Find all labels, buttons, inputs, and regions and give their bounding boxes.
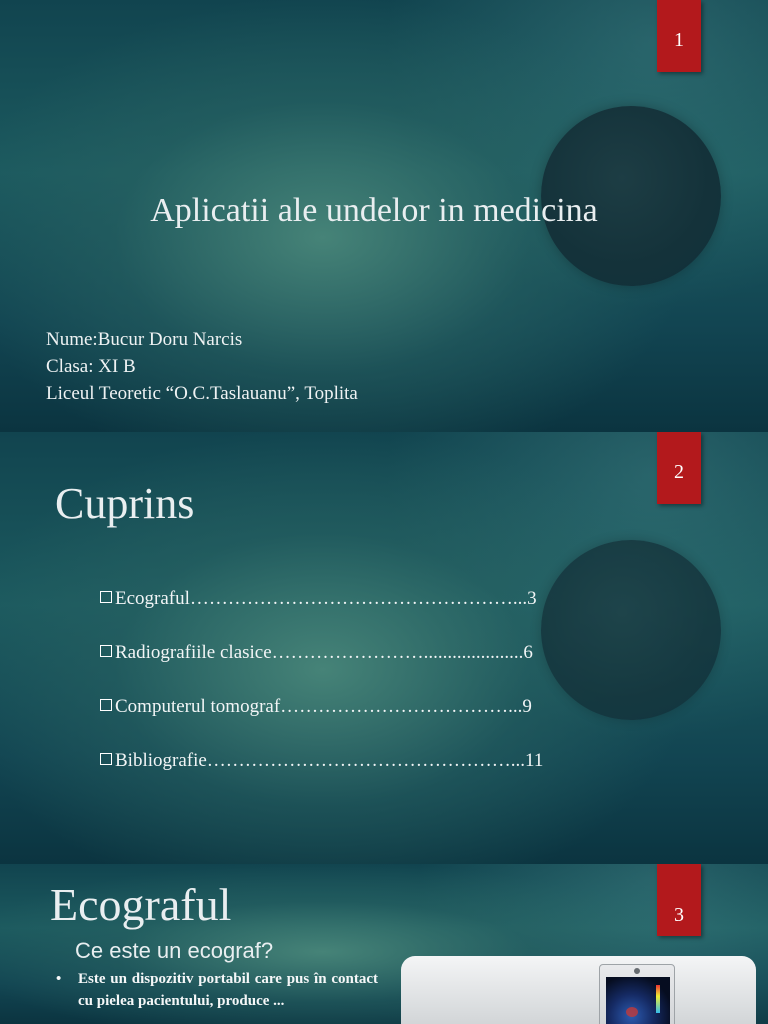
ultrasound-device-icon [599, 964, 675, 1024]
table-of-contents [100, 588, 543, 804]
device-screen [606, 977, 670, 1024]
slide-3 [0, 864, 768, 1024]
toc-item-bibliografie[interactable] [100, 750, 543, 804]
toc-item-ecograful[interactable] [100, 588, 543, 642]
author-class: Clasa: XI B [46, 356, 136, 377]
slide-number-badge: 2 [657, 432, 701, 504]
slide-heading: Cuprins [55, 479, 195, 528]
color-scale-bar [656, 985, 660, 1013]
camera-icon [634, 968, 640, 974]
bullet-item [56, 968, 378, 1012]
toc-item-label: Bibliografie…………………………………………...11 [115, 750, 544, 771]
checkbox-square-icon [100, 645, 112, 657]
author-school: Liceul Teoretic “O.C.Taslauanu”, Toplita [46, 383, 358, 404]
toc-item-label: Computerul tomograf………………………………...9 [115, 696, 532, 717]
bullet-text: Este un dispozitiv portabil care pus în contact cu pielea pacientului, produce ... [78, 971, 378, 1009]
slide-subheading: Ce este un ecograf? [75, 938, 274, 963]
slide-number-badge: 1 [657, 0, 701, 72]
slide-1 [0, 0, 768, 432]
checkbox-square-icon [100, 753, 112, 765]
slide-number-badge: 3 [657, 864, 701, 936]
author-name: Nume:Bucur Doru Narcis [46, 329, 243, 350]
presentation-title: Aplicatii ale undelor in medicina [150, 192, 598, 229]
checkbox-square-icon [100, 591, 112, 603]
doppler-highlight [626, 1007, 638, 1017]
checkbox-square-icon [100, 699, 112, 711]
decorative-circle [541, 540, 721, 720]
bullet-marker: • [56, 971, 62, 987]
toc-item-radiografii[interactable] [100, 642, 543, 696]
slide-2 [0, 432, 768, 864]
toc-item-label: Radiografiile clasice…………………….....................6 [115, 642, 533, 663]
toc-item-label: Ecograful……………………………………………...3 [115, 588, 537, 609]
slide-heading: Ecograful [50, 879, 232, 930]
ultrasound-device-image [401, 956, 756, 1024]
author-info [46, 326, 358, 407]
toc-item-tomograf[interactable] [100, 696, 543, 750]
